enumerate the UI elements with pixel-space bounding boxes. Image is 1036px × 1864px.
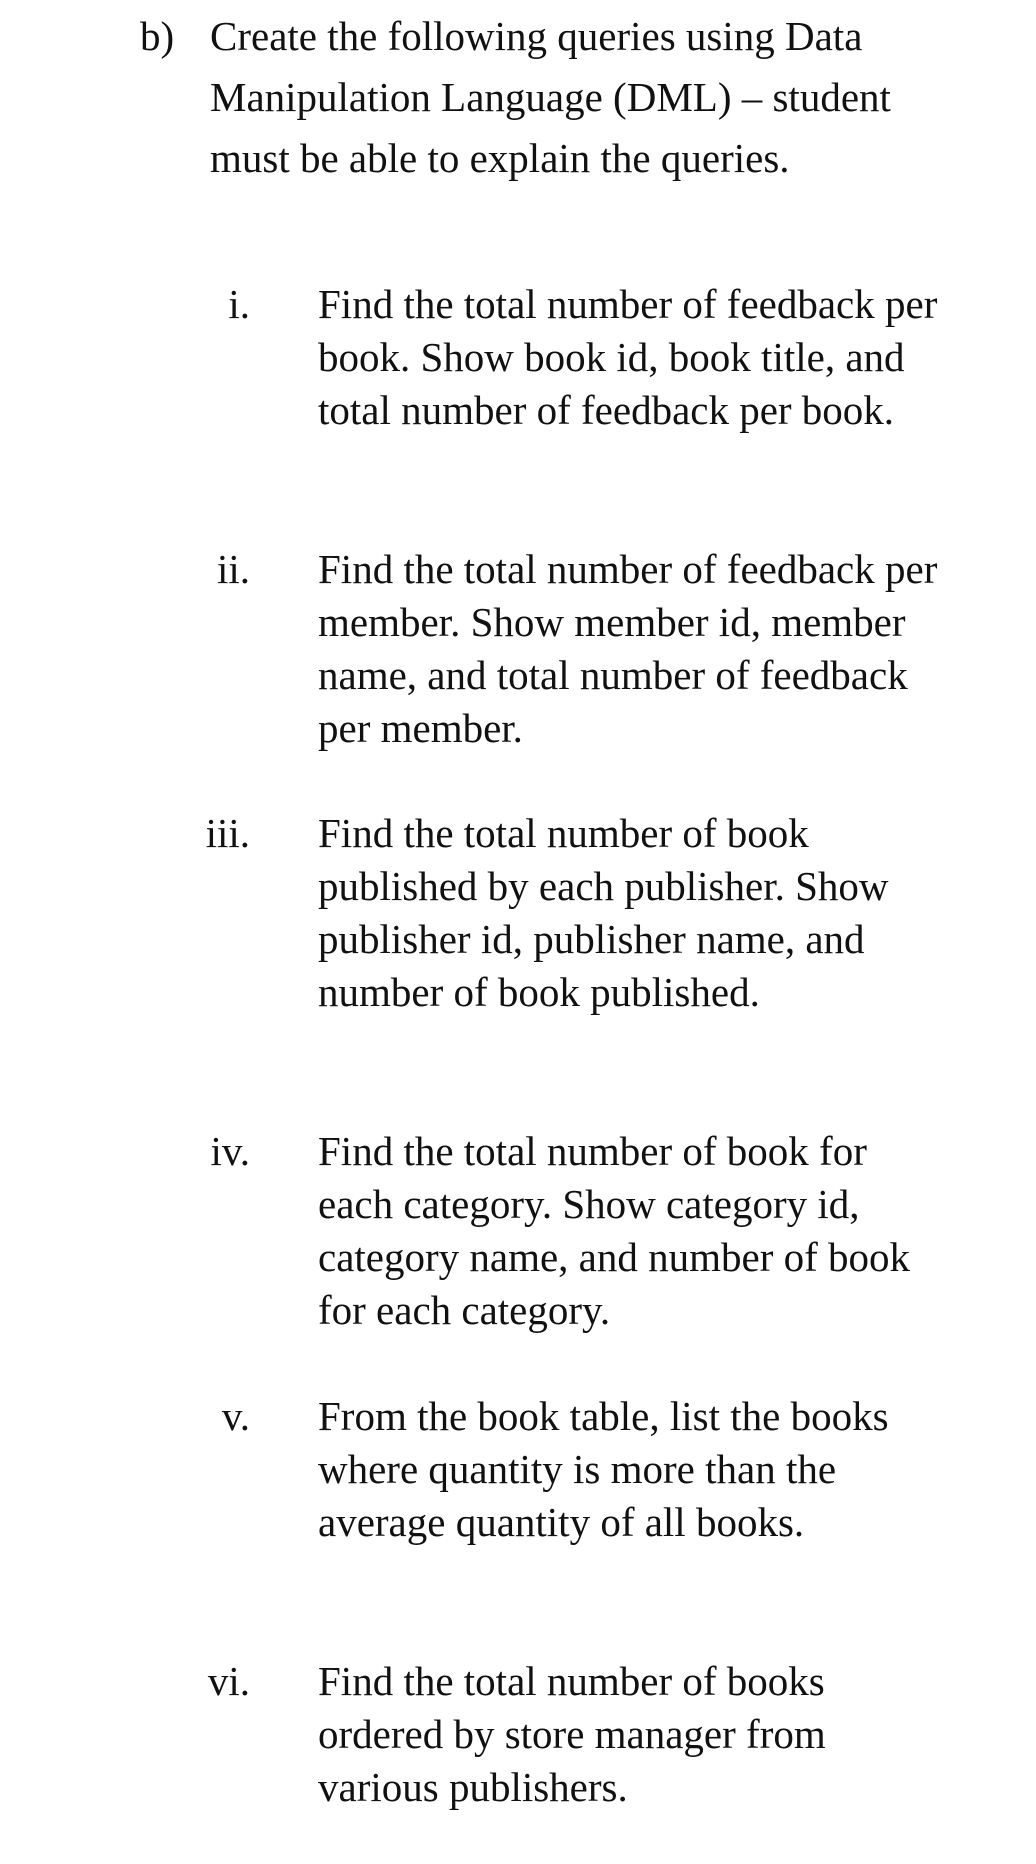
part-label: b): [140, 13, 175, 59]
item-text: Find the total number of feedback per book. Show book id, book title, and total number of feedback per book.: [318, 281, 938, 433]
item-text: From the book table, list the books where quantity is more than the average quantity of all books.: [318, 1393, 889, 1545]
item-numeral: vi.: [207, 1658, 250, 1704]
item-numeral: iv.: [210, 1128, 250, 1174]
item-numeral: iii.: [205, 810, 250, 856]
item-numeral: v.: [221, 1393, 250, 1439]
item-text: Find the total number of book for each category. Show category id, category name, and number of book for each category.: [318, 1128, 911, 1333]
part-instructions: Create the following queries using Data Manipulation Language (DML) – student must be able to explain the queries.: [210, 13, 891, 181]
item-text: Find the total number of book published by each publisher. Show publisher id, publisher name, and number of book published.: [318, 810, 889, 1015]
item-numeral: ii.: [216, 546, 250, 592]
item-text: Find the total number of books ordered by store manager from various publishers.: [318, 1658, 826, 1810]
item-numeral: i.: [228, 281, 250, 327]
item-text: Find the total number of feedback per member. Show member id, member name, and total number of feedback per member.: [318, 546, 938, 751]
